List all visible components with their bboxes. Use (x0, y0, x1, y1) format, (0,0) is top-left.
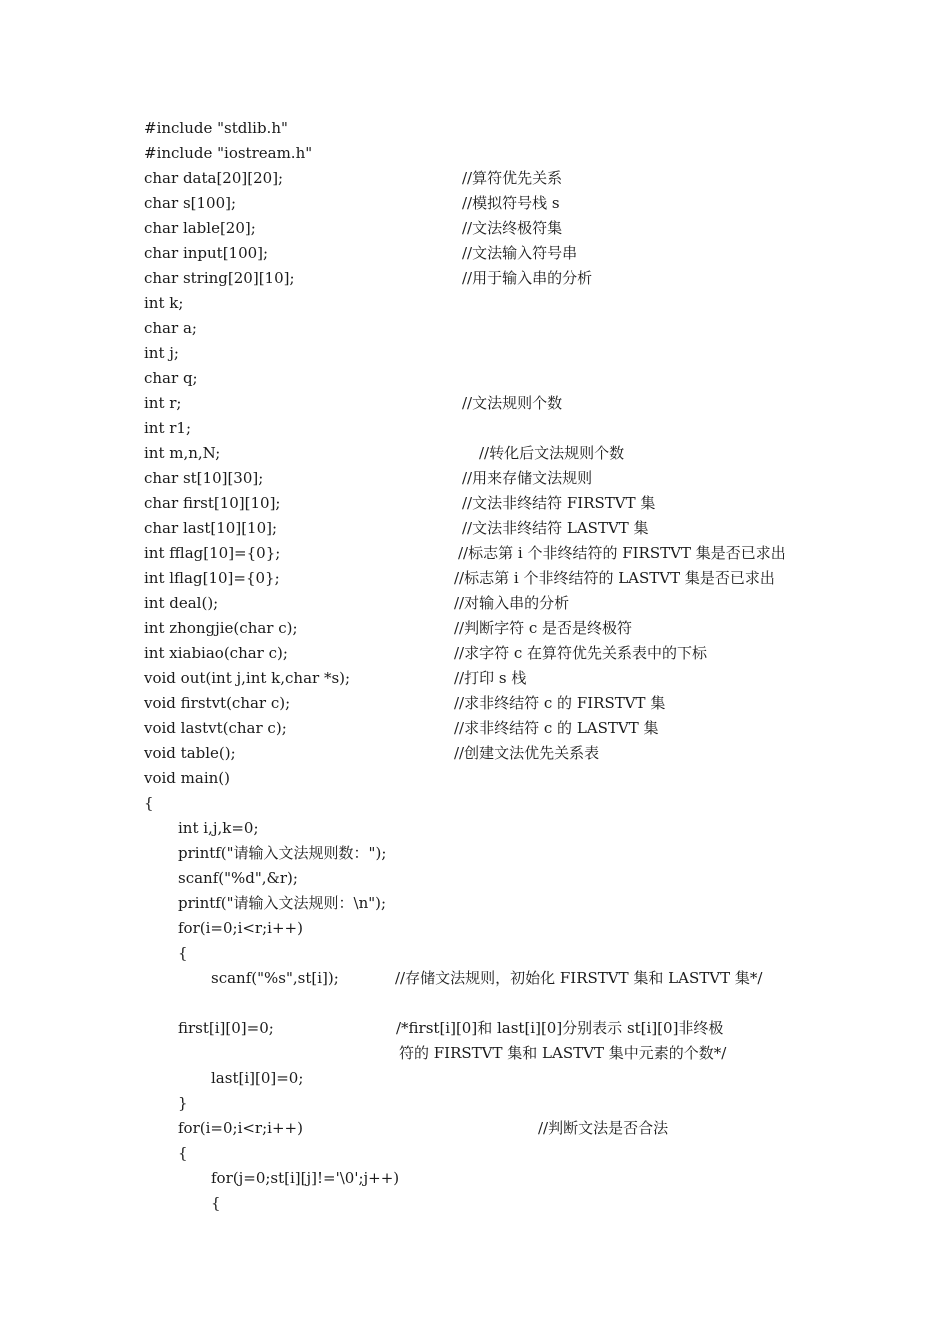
document-page: #include "stdlib.h" #include "iostream.h" char data[20][20]; //算符优先关系 char s[100]; //模拟符号栈 s char lable[20]; //文法终极符集 char input[100]; //文法输入符号串 char string[20][10]; //用于输入串的分析 int k; char a; int j; char q; int r; //文法规则个数 int r1; int m,n,N; //转化后文法规则个数 char st[10][30]; //用来存储文法规则 char first[10][10]; //文法非终结符 FIRSTVT 集 char last[10][10]; //文法非终结符 LASTVT 集 int fflag[10]={0}; //标志第 i 个非终结符的 FIRSTVT 集是否已求出 int lflag[10]={0}; //标志第 i 个非终结符的 LASTVT 集是否已求出 int deal(); //对输入串的分析 int zhongjie(char c); //判断字符 c 是否是终极符 int xiabiao(char c); //求字符 c 在算符优先关系表中的下标 void out(int j,int k,char *s); //打印 s 栈 void firstvt(char c); //求非终结符 c 的 FIRSTVT 集 void lastvt(char c); //求非终结符 c 的 LASTVT 集 void table(); //创建文法优先关系表 void main() { int i,j,k=0; printf("请输入文法规则数："); scanf("%d",&r); printf("请输入文法规则：\n"); for(i=0;i<r;i++) { scanf("%s",st[i]); //存储文法规则，初始化 FIRSTVT 集和 LASTVT 集*/ first[i][0]=0; /*first[i][0]和 last[i][0]分别表示 st[i][0]非终极 符的 FIRSTVT 集和 LASTVT 集中元素的个数*/ last[i][0]=0; } for(i=0;i<r;i++) //判断文法是否合法 { for(j=0;st[i][j]!='\0';j++) { (0, 0, 950, 1344)
code-comment: 符的 FIRSTVT 集和 LASTVT 集中元素的个数*/ (399, 1044, 727, 1062)
code-comment: //文法规则个数 (462, 394, 563, 412)
code-comment: //文法输入符号串 (462, 244, 578, 262)
code-comment: //创建文法优先关系表 (454, 744, 600, 762)
code-comment: //存储文法规则，初始化 FIRSTVT 集和 LASTVT 集*/ (395, 969, 763, 987)
code-comment: //判断字符 c 是否是终极符 (454, 619, 633, 637)
code-comment: //转化后文法规则个数 (479, 444, 625, 462)
code-comment: //用于输入串的分析 (462, 269, 593, 287)
code-comment: //求非终结符 c 的 FIRSTVT 集 (454, 694, 666, 712)
code-comment: //文法终极符集 (462, 219, 563, 237)
code-comment: /*first[i][0]和 last[i][0]分别表示 st[i][0]非终极 (396, 1019, 724, 1037)
code-comment: //求非终结符 c 的 LASTVT 集 (454, 719, 659, 737)
code-comment: //求字符 c 在算符优先关系表中的下标 (454, 644, 708, 662)
code-comment: //标志第 i 个非终结符的 LASTVT 集是否已求出 (454, 569, 775, 587)
code-comment: //标志第 i 个非终结符的 FIRSTVT 集是否已求出 (458, 544, 786, 562)
code-comment: //文法非终结符 LASTVT 集 (462, 519, 649, 537)
code-comment: //模拟符号栈 s (462, 194, 560, 212)
code-comment: //判断文法是否合法 (538, 1119, 669, 1137)
code-comment: //文法非终结符 FIRSTVT 集 (462, 494, 656, 512)
code-comment: //用来存储文法规则 (462, 469, 593, 487)
code-comment: //打印 s 栈 (454, 669, 527, 687)
code-comment: //对输入串的分析 (454, 594, 570, 612)
code-comment: //算符优先关系 (462, 169, 563, 187)
